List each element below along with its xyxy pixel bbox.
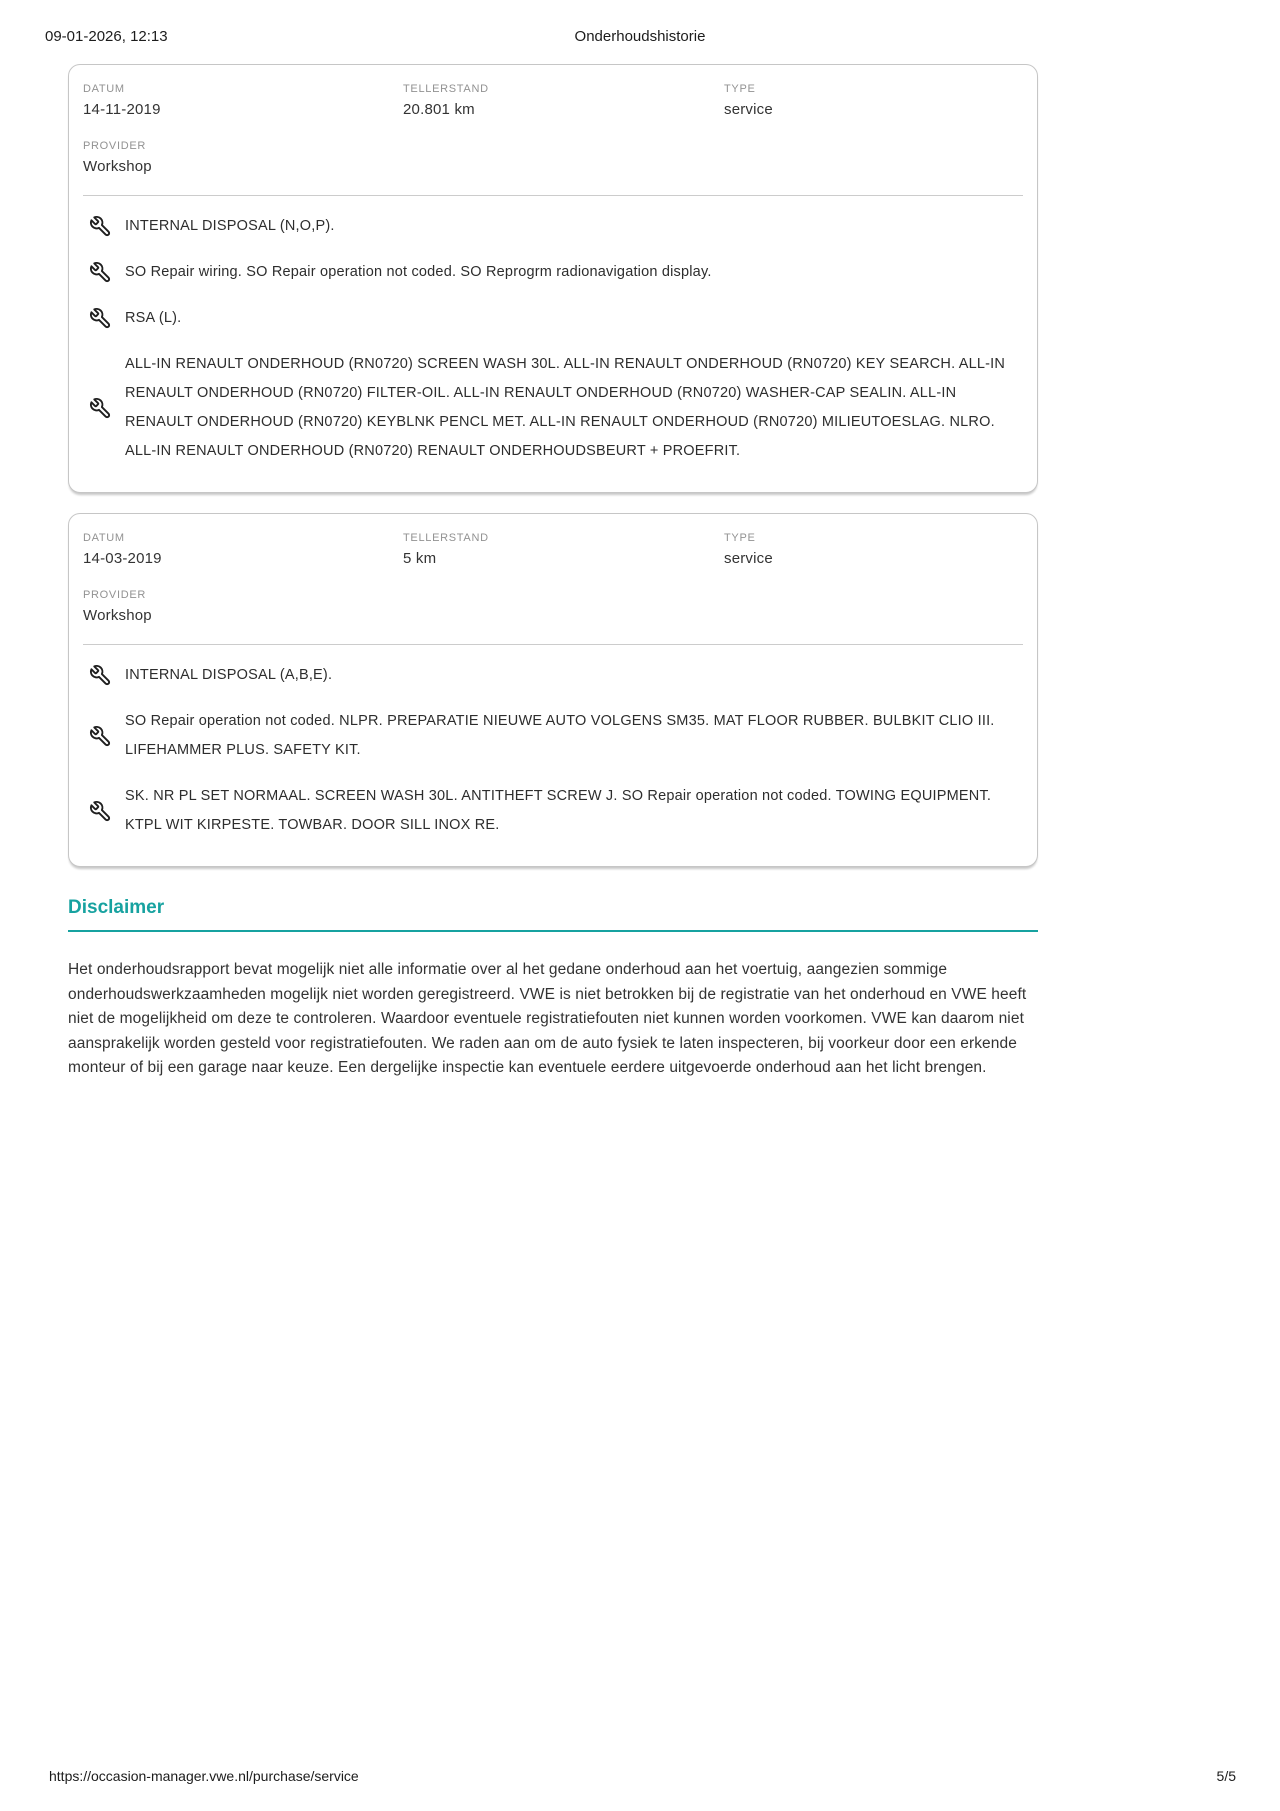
content-column bbox=[68, 64, 1038, 1081]
field-type bbox=[724, 532, 1023, 567]
service-item-text: INTERNAL DISPOSAL (N,O,P). bbox=[125, 218, 335, 234]
disclaimer-section bbox=[68, 897, 1038, 1081]
datum-label: DATUM bbox=[83, 532, 125, 544]
service-item bbox=[89, 258, 1013, 287]
tellerstand-label: TELLERSTAND bbox=[403, 83, 489, 95]
wrench-icon bbox=[89, 725, 112, 748]
wrench-icon bbox=[89, 664, 112, 687]
field-provider bbox=[83, 589, 403, 624]
card-divider bbox=[83, 195, 1023, 196]
service-item-text: INTERNAL DISPOSAL (A,B,E). bbox=[125, 667, 333, 683]
wrench-icon bbox=[89, 261, 112, 284]
service-items bbox=[83, 661, 1023, 840]
type-value: service bbox=[724, 550, 773, 567]
provider-value: Workshop bbox=[83, 607, 152, 624]
field-provider bbox=[83, 140, 403, 175]
service-item bbox=[89, 661, 1013, 690]
records-list bbox=[68, 64, 1038, 867]
page-title: Onderhoudshistorie bbox=[574, 28, 706, 45]
tellerstand-value: 20.801 km bbox=[403, 101, 475, 118]
disclaimer-title: Disclaimer bbox=[68, 897, 165, 918]
print-header bbox=[0, 0, 1280, 50]
field-type bbox=[724, 83, 1023, 118]
footer-page-indicator: 5/5 bbox=[1216, 1768, 1236, 1784]
wrench-icon bbox=[89, 307, 112, 330]
service-item bbox=[89, 304, 1013, 333]
provider-label: PROVIDER bbox=[83, 140, 147, 152]
maintenance-record-card bbox=[68, 513, 1038, 867]
wrench-icon bbox=[89, 397, 112, 420]
field-tellerstand bbox=[403, 83, 724, 118]
field-datum bbox=[83, 83, 403, 118]
disclaimer-text: Het onderhoudsrapport bevat mogelijk niet alle informatie over al het gedane onderhoud aan het voertuig, aangezien sommige onderhoudswerkzaamheden mogelijk niet worden geregistreerd. VWE is niet betrokken bij de registratie van het onderhoud en VWE heeft niet de mogelijkheid om deze te controleren. Waardoor eventuele registratiefouten niet kunnen worden voorkomen. VWE kan daarom niet aansprakelijk worden gesteld voor registratiefouten. We raden aan om de auto fysiek te laten inspecteren, bij voorkeur door een erkende monteur of bij een garage naar keuze. Een dergelijke inspectie kan eventuele eerdere uitgevoerde onderhoud aan het licht brengen. bbox=[68, 961, 1027, 1076]
service-item-text: RSA (L). bbox=[125, 310, 182, 326]
maintenance-record-card bbox=[68, 64, 1038, 493]
disclaimer-underline bbox=[68, 930, 1038, 932]
provider-value: Workshop bbox=[83, 158, 152, 175]
type-value: service bbox=[724, 101, 773, 118]
datum-value: 14-03-2019 bbox=[83, 550, 162, 567]
print-footer bbox=[49, 1768, 1236, 1784]
service-item-text: SO Repair operation not coded. NLPR. PREPARATIE NIEUWE AUTO VOLGENS SM35. MAT FLOOR RUBBER. BULBKIT CLIO III. LIFEHAMMER PLUS. SAFETY KIT. bbox=[125, 713, 995, 758]
service-item-text: ALL-IN RENAULT ONDERHOUD (RN0720) SCREEN WASH 30L. ALL-IN RENAULT ONDERHOUD (RN0720) KEY SEARCH. ALL-IN RENAULT ONDERHOUD (RN0720) FILTER-OIL. ALL-IN RENAULT ONDERHOUD (RN0720) WASHER-CAP SEALIN. ALL-IN RENAULT ONDERHOUD (RN0720) KEYBLNK PENCL MET. ALL-IN RENAULT ONDERHOUD (RN0720) MILIEUTOESLAG. NLRO. ALL-IN RENAULT ONDERHOUD (RN0720) RENAULT ONDERHOUDSBEURT + PROEFRIT. bbox=[125, 356, 1006, 459]
tellerstand-value: 5 km bbox=[403, 550, 437, 567]
datum-value: 14-11-2019 bbox=[83, 101, 161, 118]
service-items bbox=[83, 212, 1023, 466]
service-item-text: SK. NR PL SET NORMAAL. SCREEN WASH 30L. ANTITHEFT SCREW J. SO Repair operation not coded. TOWING EQUIPMENT. KTPL WIT KIRPESTE. TOWBAR. DOOR SILL INOX RE. bbox=[125, 788, 992, 833]
type-label: TYPE bbox=[724, 83, 756, 95]
field-tellerstand bbox=[403, 532, 724, 567]
service-item-text: SO Repair wiring. SO Repair operation not coded. SO Reprogrm radionavigation display. bbox=[125, 264, 712, 280]
service-item bbox=[89, 782, 1013, 840]
record-head bbox=[83, 532, 1023, 624]
tellerstand-label: TELLERSTAND bbox=[403, 532, 489, 544]
provider-label: PROVIDER bbox=[83, 589, 147, 601]
service-item bbox=[89, 350, 1013, 466]
field-datum bbox=[83, 532, 403, 567]
footer-url: https://occasion-manager.vwe.nl/purchase/service bbox=[49, 1768, 359, 1784]
datum-label: DATUM bbox=[83, 83, 125, 95]
card-divider bbox=[83, 644, 1023, 645]
service-item bbox=[89, 707, 1013, 765]
type-label: TYPE bbox=[724, 532, 756, 544]
wrench-icon bbox=[89, 215, 112, 238]
service-item bbox=[89, 212, 1013, 241]
wrench-icon bbox=[89, 800, 112, 823]
print-datetime: 09-01-2026, 12:13 bbox=[45, 28, 168, 45]
record-head bbox=[83, 83, 1023, 175]
